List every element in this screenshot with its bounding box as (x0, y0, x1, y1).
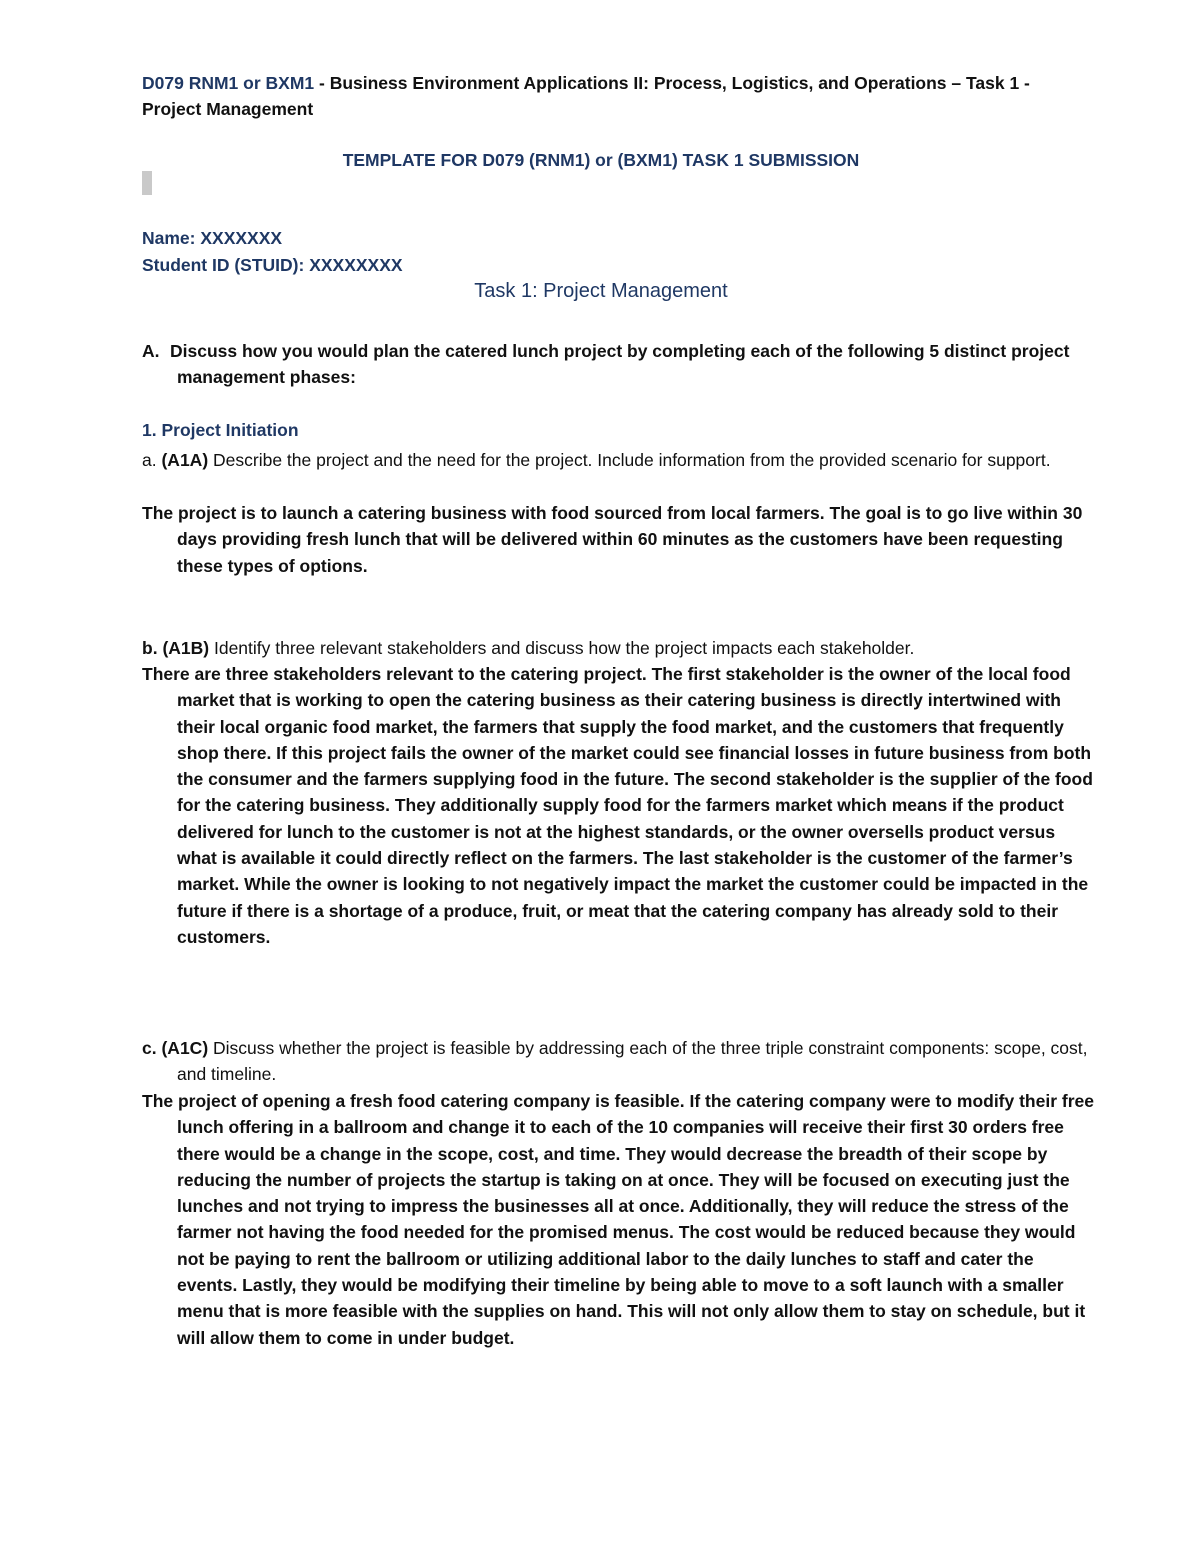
item-a-prompt-text: Describe the project and the need for the project. Include information from the provided scenario for support. (208, 450, 1051, 470)
item-c-prompt (142, 1035, 1095, 1088)
template-title: TEMPLATE FOR D079 (RNM1) or (BXM1) TASK 1 SUBMISSION (342, 150, 860, 170)
item-b-code: (A1B) (162, 638, 210, 658)
item-b-prompt (142, 635, 1095, 661)
item-b-prompt-text: Identify three relevant stakeholders and discuss how the project impacts each stakeholder. (209, 638, 915, 658)
item-a-answer: The project is to launch a catering business with food sourced from local farmers. The goal is to go live within 30 days providing fresh lunch that will be delivered within 60 minutes as the customers have been requesting these types of options. (142, 503, 1083, 576)
item-a-prompt (142, 447, 1095, 473)
item-c-prompt-text: Discuss whether the project is feasible by addressing each of the three triple constraint components: scope, cost, and timeline. (177, 1038, 1088, 1085)
placeholder-marker (142, 171, 152, 195)
student-name: Name: XXXXXXX (142, 228, 283, 248)
task-heading: Task 1: Project Management (474, 280, 728, 302)
section-a-label: A. (142, 341, 160, 361)
student-id: Student ID (STUID): XXXXXXXX (142, 255, 403, 275)
section-a (142, 338, 1095, 391)
item-c-answer: The project of opening a fresh food catering company is feasible. If the catering company were to modify their free lunch offering in a ballroom and change it to each of the 10 companies will receive their first 30 orders free there would be a change in the scope, cost, and time. They would decrease the breadth of their scope by reducing the number of projects the startup is taking on at once. They will be focused on executing just the lunches and not trying to impress the businesses all at once. Additionally, they will reduce the stress of the farmer not having the food needed for the promised menus. The cost would be reduced because they would not be paying to rent the ballroom or utilizing additional labor to the daily lunches to staff and cater the events. Lastly, they would be modifying their timeline by being able to move to a soft launch with a smaller menu that is more feasible with the supplies on hand. This will not only allow them to stay on schedule, but it will allow them to come in under budget. (142, 1091, 1094, 1348)
phase1-title: 1. Project Initiation (142, 420, 299, 440)
item-c-code: (A1C) (161, 1038, 209, 1058)
course-code: D079 RNM1 or BXM1 (142, 73, 315, 93)
item-b-answer: There are three stakeholders relevant to the catering project. The first stakeholder is the owner of the local food market that is working to open the catering business as their catering business is directly intertwined with their local organic food market, the farmers that supply the food market, and the customers that frequently shop there. If this project fails the owner of the market could see financial losses in future business from both the consumer and the farmers supplying food in the future. The second stakeholder is the supplier of the food for the catering business. They additionally supply food for the farmers market which means if the product delivered for lunch to the customer is not at the highest standards, or the owner oversells product versus what is available it could directly reflect on the farmers. The last stakeholder is the customer of the farmer’s market. While the owner is looking to not negatively impact the market the customer could be impacted in the future if there is a shortage of a produce, fruit, or meat that the catering company has already sold to their customers. (142, 664, 1093, 947)
item-a-code: (A1A) (161, 450, 209, 470)
course-title: - Business Environment Applications II: Process, Logistics, and Operations – Task 1 - Project Management (142, 73, 1030, 120)
item-c-label: c. (142, 1038, 157, 1058)
course-header (142, 70, 1060, 123)
section-a-text: Discuss how you would plan the catered lunch project by completing each of the following 5 distinct project management phases: (170, 341, 1070, 388)
item-a-label: a. (142, 450, 157, 470)
item-b-label: b. (142, 638, 158, 658)
